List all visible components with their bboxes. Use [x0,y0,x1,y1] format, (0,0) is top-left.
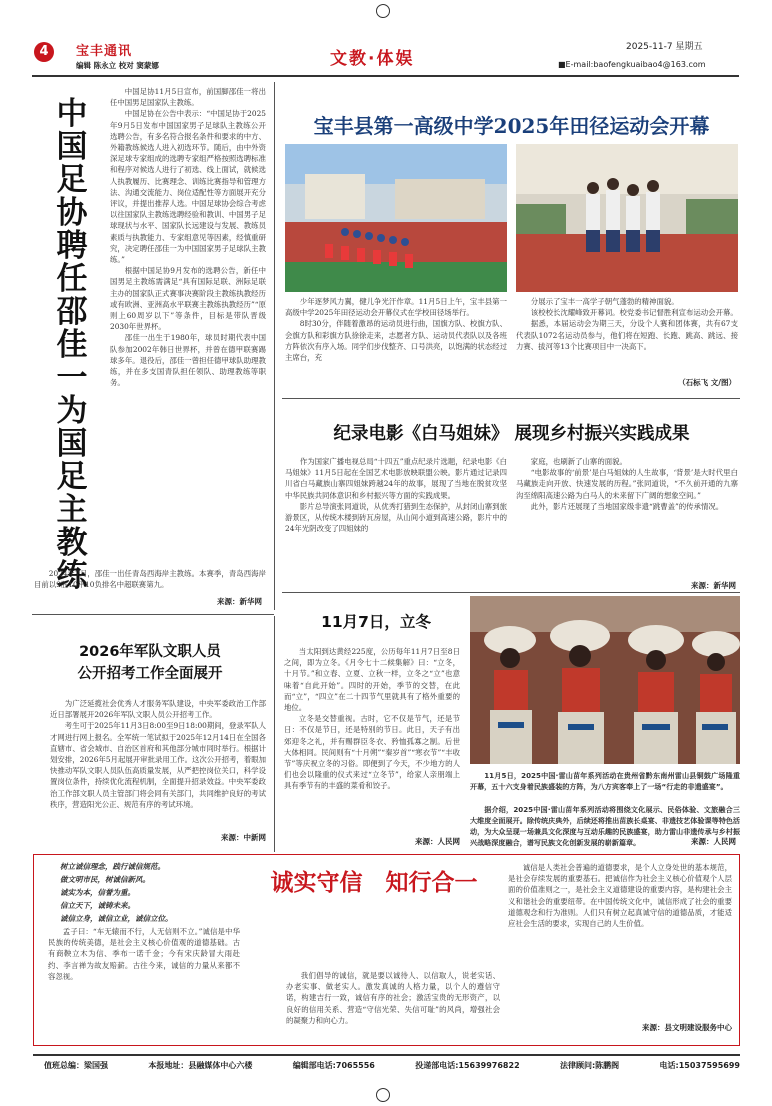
film-body-col1: 作为国家广播电视总局“十四五”重点纪录片选题，纪录电影《白马姐妹》11月5日起在全国艺术电影放映联盟公映。影片通过记录四川省白马藏族山寨四姐妹跨越24年的故事，展现了当地在脱贫攻坚中华民族共同体意识和乡村振兴等方面的实践成果。 影片总导演张同道说，从优秀打猎到生态保护，从封闭山寨到旅游景区，从传统木楼到砖瓦房屋，从山间小道到高速公路，影片中的24年光阴改变了四姐妹的 [285,457,507,534]
integrity-right-para: 诚信是人类社会普遍的道德要求，是个人立身处世的基本规范，是社会存续发展的重要基石。把诚信作为社会主义核心价值观个人层面的价值准则之一，是社会主义道德建设的重要内容，是构建社会主义和谐社会的重要纽带。在中国传统文化中，诚信形成了社会的重要道德观念和行为准则。人们只有树立起真诚守信的道德品质，才能适应社会生活的要求，实现自己的人生价值。 [508,863,732,929]
miao-source: 来源：人民网 [691,837,736,846]
footer-phone: 电话:15037595699 [659,1061,740,1070]
track-body-col1: 少年逐梦风力翼，健儿争光汗作章。11月5日上午，宝丰县第一高级中学2025年田径运动会开幕仪式在学校田径场举行。 8时30分，伴随着激昂的运动员进行曲，国旗方队、校旗方队、会旗方队和彩旗方队徐徐走来，志愿者方队、运动员代表队以及各班方阵依次有序入场。同学们步伐整齐、口号洪亮，以饱满的状态经过主席台，充 [285,297,507,363]
track-body-col2: 分展示了宝丰一高学子朝气蓬勃的精神面貌。 该校校长沈耀峰致开幕词。校党委书记督胜利宣布运动会开幕。 据悉，本届运动会为期三天，分设个人赛和团体赛，共有67支代表队1072名运动员参与，他们将在短跑、长跑、跳高、跳远、接力赛、拔河等13个比赛项目中一决高下。 [516,297,738,351]
film-bottom-rule [282,592,740,593]
register-mark-top [376,4,390,18]
lidong-body: 当太阳到达黄经225度，公历每年11月7日至8日之间，即为立冬。《月令七十二候集解》曰：“立冬，十月节。”和立春、立夏、立秋一样，立冬之“立”也意味着“自此开始”。四时的开始，季节的交替，在此而“立”，“四立”在二十四节气里就具有了格外重要的地位。 立冬是交替重视。古时，它不仅是节气，还是节日：不仅是节日，还是特别的节日。此日，天子有出郊迎冬之礼，并有赐群臣冬衣、矜恤孤寡之制。后世大体相同。民间则有“十月朔”“秦岁首”“寒衣节”“丰收节”等庆祝立冬的习俗。即便到了今天，不少地方的人们也会以隆重的仪式来过“立冬节”，给家人亲朋端上具有季节有的丰盛的菜肴和饺子。 [284,647,460,791]
editor-credits: 编辑 陈永立 校对 窦蒙娜 [76,61,159,70]
section-title: 文教·体娱 [330,49,415,69]
page-number-badge: 4 [34,42,54,62]
column-divider-left [274,82,275,610]
register-mark-bottom [376,1088,390,1102]
coach-headline: 中国足协聘任邵佳一为国足主教练 [56,96,88,594]
track-bottom-rule [282,398,740,399]
film-source: 来源：新华网 [691,581,736,590]
integrity-source: 来源：县文明建设服务中心 [642,1023,732,1032]
integrity-poem: 树立诚信理念，践行诚信规范。 做文明市民，树诚信新风。 诚实为本，信誉为重。 信立天下，诚铸未来。 诚信立身，诚信立业，诚信立位。 [60,862,173,923]
lidong-headline: 11月7日，立冬 [321,613,431,631]
paper-name: 宝丰通讯 [76,44,133,59]
track-photo-students [516,144,738,292]
recruit-headline-line1: 2026年军队文职人员 [79,644,221,660]
integrity-mid-para: 我们倡导的诚信，就是要以诚待人、以信取人，说老实话、办老实事、做老实人。激发真诚的人格力量，以个人的遵信守诺，构建吉行一致，诚信有序的社会；激活宝贵的无形资产，以良好的信用关系、营造“守信光荣、失信可耻”的风尚，增强社会的凝聚力和向心力。 [286,971,500,1025]
track-headline: 宝丰县第一高级中学2025年田径运动会开幕 [313,114,710,138]
miao-festival-photo [470,596,740,764]
issue-date: 2025-11-7 星期五 [626,42,703,52]
column-divider-lower [274,616,275,852]
recruit-headline-line2: 公开招考工作全面展开 [77,666,223,682]
coach-body-lower: 2024年7月，邵佳一出任青岛西海岸主教练。本赛季，青岛西海岸目前以9胜10平10负排名中超联赛第九。 [34,569,266,590]
footer-bar [44,1060,740,1071]
film-headline: 纪录电影《白马姐妹》 展现乡村振兴实践成果 [333,424,690,444]
coach-body-upper: 中国足协11月5日宣布，前国脚邵佳一将出任中国男足国家队主教练。 中国足协在公告中表示：“中国足协于2025年9月5日发布中国国家男子足球队主教练公开选聘公告，有多名符合报名条件和要求的中方、外籍教练候选人进入初选环节。随后，由中外资深足球专家组成的选聘专家组严格按照选聘标准和程序对候选人进行了初选、线上面试，就候选人执教履历、比赛理念、训练比赛指导和管理方法、沟通交流能力、岗位适配性等方面展开充分评议，并提出推荐人选。中国足球协会综合考虑以往国家队主教练选聘经验和教训、中国男子足球现状与水平、国家队长远建设与发展、教练员素质与执教能力、专家组意见等因素，经慎重研究，决定聘任邵佳一为中国国家男子足球队主教练。” 根据中国足协9月发布的选聘公告，新任中国男足主教练需满足“具有国际足联、洲际足联主办的国家队正式赛事决赛阶段主教练执教经历或有欧洲、亚洲高水平联赛主教练执教经历”“原则上60周岁以下”等条件，目标是带队晋级2030年世界杯。 邵佳一出生于1980年，球员时期代表中国队参加2002年韩日世界杯，并曾在德甲联赛踢球多年。退役后，邵佳一曾担任德甲球队助理教练，并在多支国青队担任领队、助理教练等职务。 [110,87,266,388]
email: ■E-mail:baofengkuaibao4@163.com [558,60,706,69]
miao-caption-2: 据介绍，2025中国·雷山苗年系列活动将围绕文化展示、民俗体验、文旅融合三大维度全面展开。除传统庆典外，后续还将推出苗族长桌宴、非遗技艺体验课等特色活动，为大众呈现一场兼具文化深度与互动乐趣的民族盛宴，助力雷山非遗传承与乡村振兴战略深度融合，谱写民族文化创新发展的崭新篇章。 [470,805,740,847]
footer-address: 本报地址：县融媒体中心六楼 [148,1061,253,1070]
miao-caption-1: 11月5日，2025中国·雷山苗年系列活动在贵州省黔东南州雷山县铜鼓广场隆重开幕，五十六支身着民族盛装的方阵，为八方宾客奉上了一场“行走的非遗盛宴”。 [470,771,740,791]
footer-legal-advisor: 法律顾问:陈鹏阁 [559,1061,620,1070]
recruit-body: 为广泛延揽社会优秀人才服务军队建设，中央军委政治工作部近日部署展开2026年军队文职人员公开招考工作。 考生可于2025年11月3日8:00至9日18:00期间，登录军队人才网进行网上报名。全军统一笔试拟于2025年12月14日在全国各直辖市、省会城市、自治区首府和其他部分城市同时举行。根据计划安排，2026年5月起展开审批录用工作。这次公开招考，着眼加快推动军队文职人员队伍高质量发展，从严把控岗位关口，科学设置岗位条件，持续优化流程机制，全面提升招录效益。中央军委政治工作部文职人员主管部门将会同有关部门，共同维护良好的考试秩序，营造阳光公正、规范有序的考试环境。 [50,699,266,809]
footer-editor: 值班总编：梁国强 [44,1061,108,1070]
lidong-source: 来源：人民网 [415,837,460,846]
track-byline: （石标飞 文/图） [678,378,736,387]
track-photo-parade [285,144,507,292]
integrity-left-para: 孟子曰：“车无辕而不行，人无信则不立。”诚信是中华民族的传统美德，是社会主义核心价值观的道德基础。古有商鞅立木为信、季布一诺千金；今有宋庆龄冒大雨赴约、李言禅为故友赔薪。古往今来，诚信的力量从来都不容忽视。 [48,927,240,981]
recruit-source: 来源：中新网 [221,833,266,842]
footer-editorial-phone: 编辑部电话:7065556 [292,1061,375,1070]
footer-rule [33,1054,740,1056]
integrity-slogan: 诚实守信 知行合一 [270,869,478,896]
coach-bottom-rule [32,614,274,615]
film-body-col2: 家庭，也刷新了山寨的面貌。 “电影故事的‘前景’是白马姐妹的人生故事，‘背景’是大时代里白马藏族走向开放、快速发展的历程。”张同道说，“不久前开通的九寨沟至绵阳高速公路为白马人的未来留下广阔的想象空间。” 此外，影片还展现了当地国家级非遗“跳曹盖”的传承情况。 [516,457,738,511]
footer-delivery-phone: 投递部电话:15639976822 [415,1061,520,1070]
header-rule [32,75,739,77]
coach-source: 来源：新华网 [217,597,262,606]
